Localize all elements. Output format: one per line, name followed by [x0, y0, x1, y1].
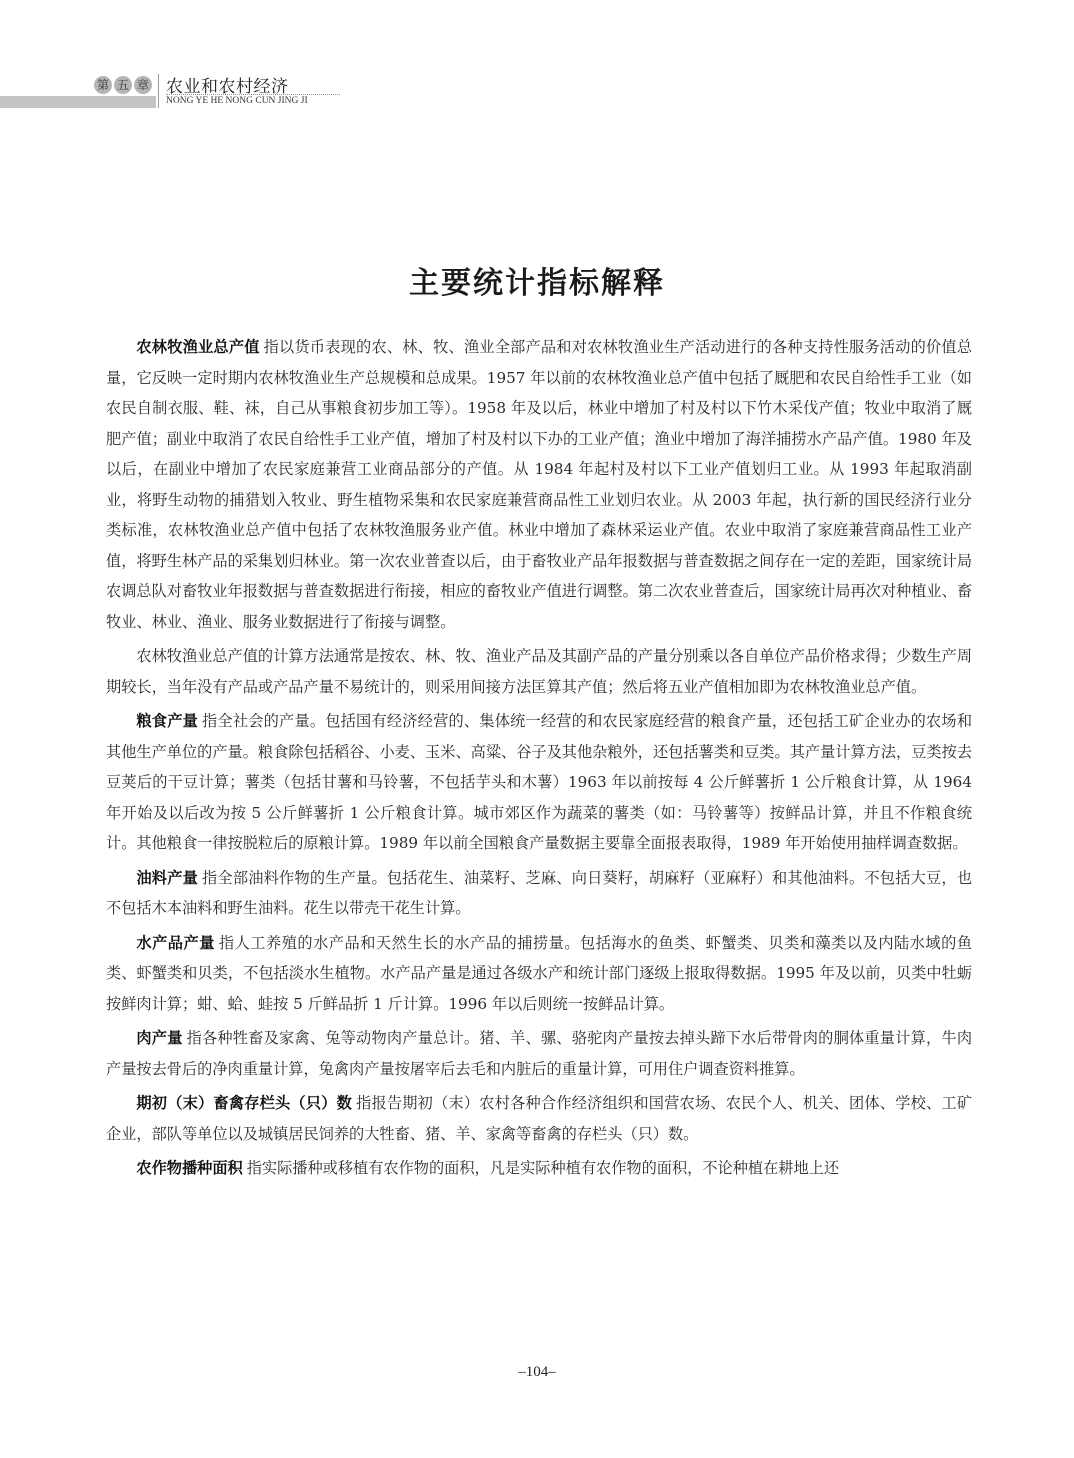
paragraph-text: 指报告期初（末）农村各种合作经济组织和国营农场、农民个人、机关、团体、学校、工矿企业，部队等单位以及城镇居民饲养的大牲畜、猪、羊、家禽等畜禽的存栏头（只）数。 — [106, 1094, 973, 1143]
term-heading: 期初（末）畜禽存栏头（只）数 — [136, 1094, 353, 1112]
chapter-badge: 第 — [94, 76, 112, 94]
paragraph — [106, 1023, 972, 1084]
term-heading: 农作物播种面积 — [136, 1159, 243, 1177]
chapter-badge: 章 — [134, 76, 152, 94]
paragraph-text: 指全部油料作物的生产量。包括花生、油菜籽、芝麻、向日葵籽，胡麻籽（亚麻籽）和其他油料。不包括大豆，也不包括木本油料和野生油料。花生以带壳干花生计算。 — [106, 868, 973, 917]
term-heading: 粮食产量 — [136, 712, 199, 730]
paragraph-text: 指以货币表现的农、林、牧、渔业全部产品和对农林牧渔业生产活动进行的各种支持性服务活动的价值总量，它反映一定时期内农林牧渔业生产总规模和总成果。1957 年以前的农林牧渔业总产值中包括了厩肥和农民自给性手工业（如农民自制衣服、鞋、袜，自己从事粮食初步加工等）。1958 年及以后，林业中增加了村及村以下竹木采伐产值；牧业中取消了厩肥产值；副业中取消了农民自给性手工业产值，增加了村及村以下办的工业产值；渔业中增加了海洋捕捞水产品产值。1980 年及以后，在副业中增加了农民家庭兼营工业商品部分的产值。从 1984 年起村及村以下工业产值划归工业。从 1993 年起取消副业，将野生动物的捕猎划入牧业、野生植物采集和农民家庭兼营商品性工业划归农业。从 2003 年起，执行新的国民经济行业分类标准，农林牧渔业总产值中包括了农林牧渔服务业产值。林业中增加了森林采运业产值。农业中取消了家庭兼营商品性工业产值，将野生林产品的采集划归林业。第一次农业普查以后，由于畜牧业产品年报数据与普查数据之间存在一定的差距，国家统计局农调总队对畜牧业年报数据与普查数据进行衔接，相应的畜牧业产值进行调整。第二次农业普查后，国家统计局再次对种植业、畜牧业、林业、渔业、服务业数据进行了衔接与调整。 — [106, 338, 973, 631]
paragraph-text: 指人工养殖的水产品和天然生长的水产品的捕捞量。包括海水的鱼类、虾蟹类、贝类和藻类以及内陆水域的鱼类、虾蟹类和贝类，不包括淡水生植物。水产品产量是通过各级水产和统计部门逐级上报取得数据。1995 年及以前，贝类中牡蛎按鲜肉计算；蚶、蛤、蛙按 5 斤鲜品折 1 斤计算。1996 年以后则统一按鲜品计算。 — [106, 933, 973, 1013]
running-header — [0, 70, 1074, 110]
paragraph-text: 农林牧渔业总产值的计算方法通常是按农、林、牧、渔业产品及其副产品的产量分别乘以各自单位产品价格求得；少数生产周期较长，当年没有产品或产品产量不易统计的，则采用间接方法匡算其产值；然后将五业产值相加即为农林牧渔业总产值。 — [106, 647, 972, 696]
paragraph-text: 指全社会的产量。包括国有经济经营的、集体统一经营的和农民家庭经营的粮食产量，还包括工矿企业办的农场和其他生产单位的产量。粮食除包括稻谷、小麦、玉米、高粱、谷子及其他杂粮外，还包括薯类和豆类。其产量计算方法，豆类按去豆荚后的干豆计算；薯类（包括甘薯和马铃薯，不包括芋头和木薯）1963 年以前按每 4 公斤鲜薯折 1 公斤粮食计算，从 1964 年开始及以后改为按 5 公斤鲜薯折 1 公斤粮食计算。城市郊区作为蔬菜的薯类（如：马铃薯等）按鲜品计算，并且不作粮食统计。其他粮食一律按脱粒后的原粮计算。1989 年以前全国粮食产量数据主要靠全面报表取得，1989 年开始使用抽样调查数据。 — [106, 712, 973, 852]
header-gray-bar — [0, 96, 156, 108]
header-divider — [158, 74, 159, 108]
chapter-title-pinyin: NONG YE HE NONG CUN JING JI — [166, 96, 308, 106]
chapter-label — [94, 76, 152, 94]
term-heading: 油料产量 — [136, 868, 199, 887]
paragraph — [106, 706, 972, 859]
paragraph-text: 指实际播种或移植有农作物的面积，凡是实际种植有农作物的面积，不论种植在耕地上还 — [246, 1159, 840, 1177]
page-title: 主要统计指标解释 — [409, 266, 665, 302]
chapter-title: 农业和农村经济 — [166, 77, 289, 97]
term-heading: 农林牧渔业总产值 — [136, 338, 260, 356]
term-heading: 肉产量 — [136, 1029, 183, 1047]
page-number: –104– — [518, 1364, 556, 1380]
paragraph — [106, 928, 972, 1020]
paragraph — [106, 332, 972, 637]
paragraph-text: 指各种牲畜及家禽、兔等动物肉产量总计。猪、羊、骡、骆驼肉产量按去掉头蹄下水后带骨肉的胴体重量计算，牛肉产量按去骨后的净肉重量计算，兔禽肉产量按屠宰后去毛和内脏后的重量计算，可用住户调查资料推算。 — [106, 1029, 973, 1078]
paragraph — [106, 1088, 972, 1149]
paragraph — [106, 863, 972, 924]
term-heading: 水产品产量 — [136, 933, 215, 952]
header-dotted-rule — [166, 94, 340, 95]
paragraph — [106, 641, 972, 702]
chapter-badge: 五 — [114, 76, 132, 94]
body-text — [106, 332, 972, 1188]
paragraph — [106, 1153, 972, 1184]
